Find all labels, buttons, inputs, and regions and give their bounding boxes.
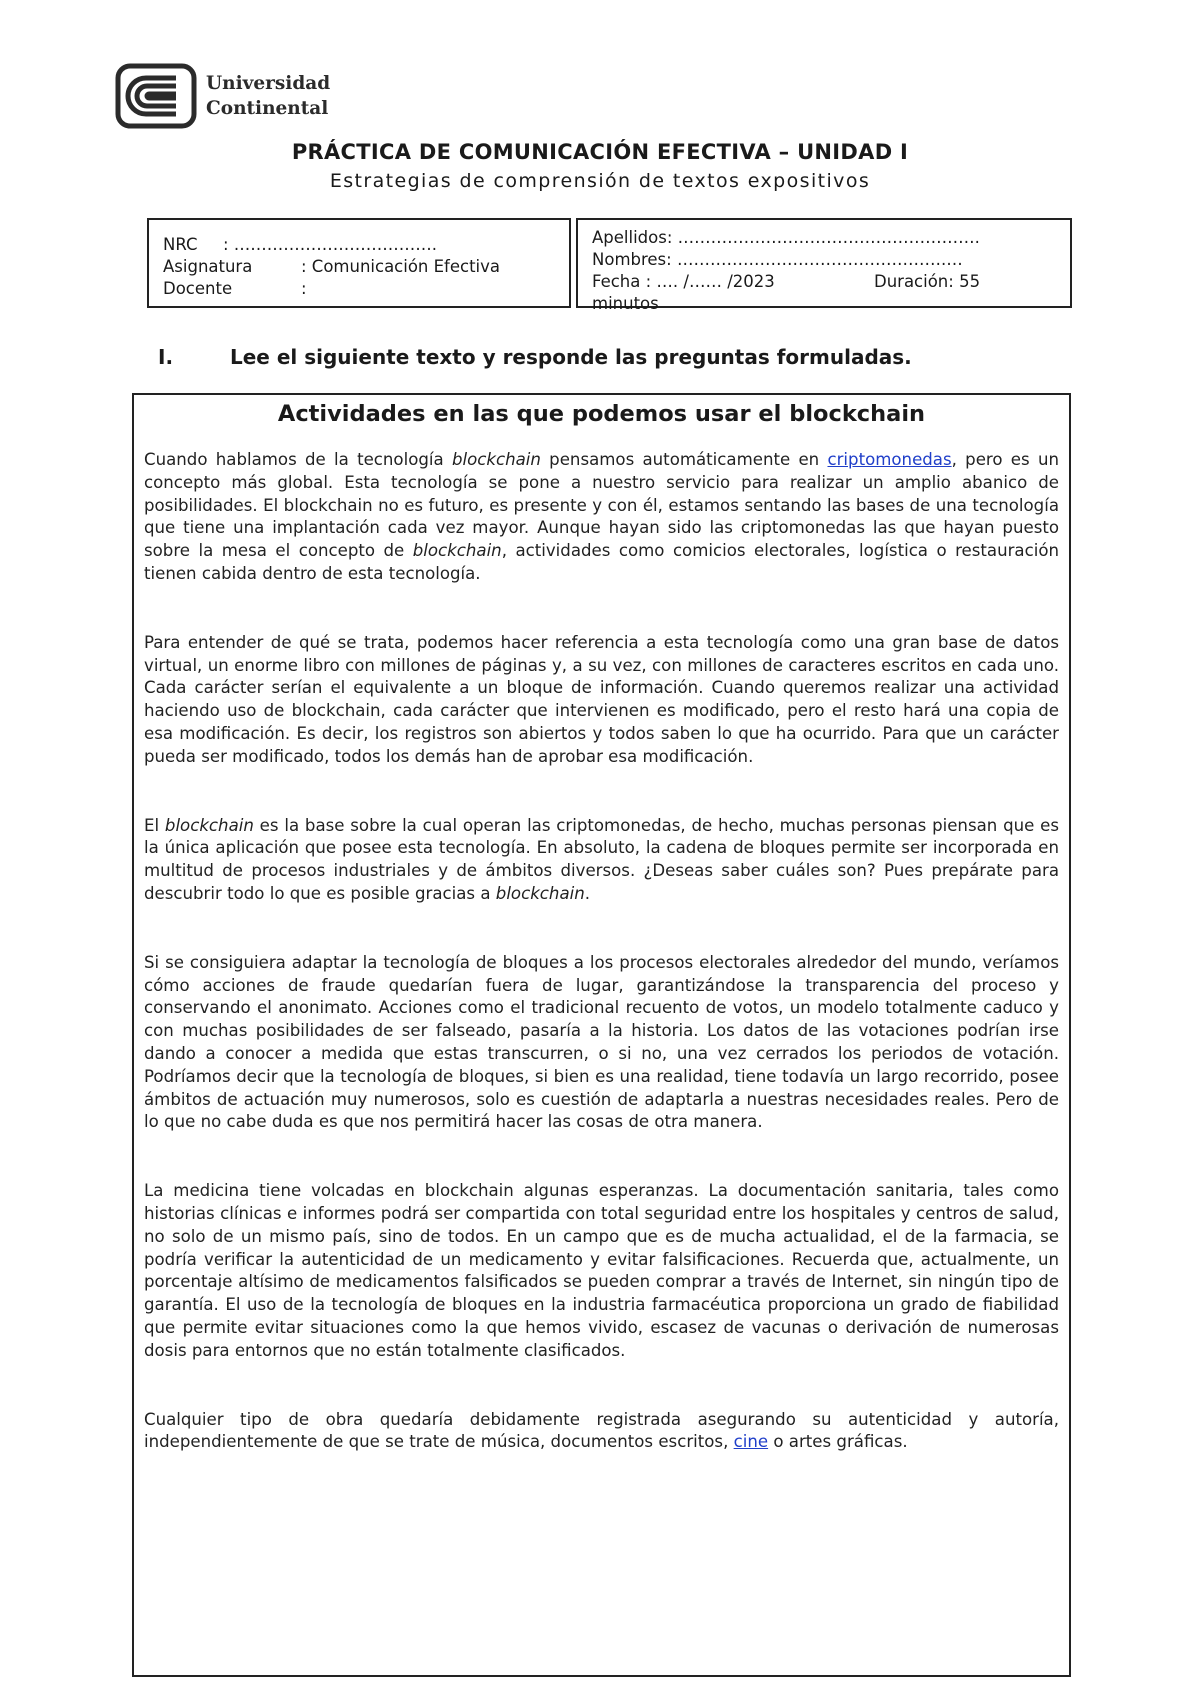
reading-paragraph-3 (144, 815, 1059, 906)
p3-text-c: es la base sobre la cual operan las criptomonedas, de hecho, muchas personas piensan que es la única aplicación que posee esta tecnología. En absoluto, la cadena de bloques permite ser incorporada en multitud de procesos industriales y de ámbitos diversos. ¿Deseas saber cuáles son? Pues prepárate para descubrir todo lo que es posible gracias a (144, 815, 1059, 903)
p3-text-a: El (144, 815, 165, 835)
surname-field[interactable]: Apellidos: ………………………………………………. (592, 228, 980, 247)
p1-italic-term-2: blockchain (412, 541, 502, 561)
names-field[interactable]: Nombres: ………………………………………….… (592, 250, 963, 269)
p6-text-b: o artes gráficas. (768, 1432, 908, 1452)
section-instruction: Lee el siguiente texto y responde las preguntas formuladas. (230, 345, 912, 369)
teacher-value[interactable]: : (301, 279, 307, 298)
criptomonedas-link[interactable]: criptomonedas (827, 450, 952, 469)
reading-paragraph-5: La medicina tiene volcadas en blockchain algunas esperanzas. La documentación sanitaria, tales como historias clínicas e informes podrá ser compartida con total seguridad entre los hospitales y centros de salud, no solo de un mismo país, sino de todos. En un campo que es de mucha actualidad, el de la farmacia, se podría verificar la autenticidad de un medicamento y evitar falsificaciones. Recuerda que, actualmente, un porcentaje altísimo de medicamentos falsificados se pueden comprar a través de Internet, sin ningún tipo de garantía. El uso de la tecnología de bloques en la industria farmacéutica proporciona un grado de fiabilidad que permite evitar situaciones como la que hemos vivido, escasez de vacunas o derivación de numerosas dosis para entornos que no están totalmente clasificados. (144, 1181, 1059, 1360)
nrc-label: NRC (163, 235, 198, 254)
teacher-label: Docente (163, 279, 233, 298)
p1-text-d: , pero es un concepto más global. Esta tecnología se pone a nuestro servicio para realizar un amplio abanico de posibilidades. El blockchain no es futuro, es presente y con él, estamos sentando las bases de una tecnología que tiene una implantación cada vez mayor. Aunque hayan sido las criptomonedas las que hayan puesto sobre la mesa el concepto de (144, 450, 1059, 561)
document-title: PRÁCTICA DE COMUNICACIÓN EFECTIVA – UNIDAD I (291, 140, 909, 164)
cine-link[interactable]: cine (733, 1432, 769, 1452)
p3-italic-term: blockchain (164, 815, 254, 835)
p1-text-a: Cuando hablamos de la tecnología (144, 450, 452, 469)
nrc-row (163, 234, 569, 256)
reading-title: Actividades en las que podemos usar el blockchain (277, 401, 926, 427)
p1-italic-term: blockchain (451, 450, 541, 469)
university-emblem-icon (116, 64, 196, 128)
p1-text-c: pensamos automáticamente en (540, 450, 828, 469)
date-field[interactable]: Fecha : …. /…… /2023 (592, 272, 775, 291)
p6-text-a: Cualquier tipo de obra quedaría debidamente registrada asegurando su autenticidad y autoría, independientemente de que se trate de música, documentos escritos, (144, 1409, 1059, 1452)
duration-label: Duración: 55 (874, 272, 981, 291)
course-row (163, 256, 569, 278)
section-number: I. (158, 345, 174, 369)
reading-box (132, 393, 1071, 1677)
duration-overflow-text: minutos (592, 294, 659, 313)
date-row (592, 271, 1070, 313)
reading-paragraph-4: Si se consiguiera adaptar la tecnología de bloques a los procesos electorales alrededor del mundo, veríamos cómo acciones de fraude quedarían fuera de lugar, garantizándose la transparencia del proceso y conservando el anonimato. Acciones como el tradicional recuento de votos, un modelo totalmente caduco y con muchas posibilidades de ser falseado, pasaría a la historia. Los datos de las votaciones podrían irse dando a conocer a medida que estas transcurren, o si no, una vez cerrados los periodos de votación. Podríamos decir que la tecnología de bloques, si bien es una realidad, tiene todavía un largo recorrido, posee ámbitos de actuación muy numerosos, solo es cuestión de adaptarla a nuestras necesidades reales. Pero de lo que no cabe duda es que nos permitirá hacer las cosas de otra manera. (144, 952, 1059, 1132)
university-name (206, 71, 330, 121)
course-label: Asignatura (163, 257, 253, 276)
nrc-value[interactable]: : ………………………………. (223, 235, 438, 254)
p1-text-f: , actividades como comicios electorales, logística o restauración tienen cabida dentro de esta tecnología. (144, 541, 1059, 583)
p3-text-e: . (584, 883, 591, 903)
course-info-box (147, 218, 571, 308)
p3-italic-term-2: blockchain (495, 883, 585, 903)
student-info-box (576, 218, 1072, 313)
reading-paragraph-6 (144, 1409, 1059, 1455)
university-name-line2: Continental (206, 98, 329, 119)
document-subtitle: Estrategias de comprensión de textos expositivos (329, 170, 871, 192)
university-name-line1: Universidad (206, 73, 331, 94)
reading-paragraph-2: Para entender de qué se trata, podemos hacer referencia a esta tecnología como una gran base de datos virtual, un enorme libro con millones de páginas y, a su vez, con millones de caracteres escritos en cada uno. Cada carácter serían el equivalente a un bloque de información. Cuando queremos realizar una actividad haciendo uso de blockchain, cada carácter que intervienen es modificado, pero el resto hará una copia de esa modificación. Es decir, los registros son abiertos y todos saben lo que ha ocurrido. Para que un carácter pueda ser modificado, todos los demás han de aprobar esa modificación. (144, 632, 1059, 766)
teacher-row (163, 278, 569, 300)
reading-paragraph-1 (144, 449, 1059, 586)
university-logo (116, 64, 336, 128)
course-value: : Comunicación Efectiva (301, 257, 501, 276)
